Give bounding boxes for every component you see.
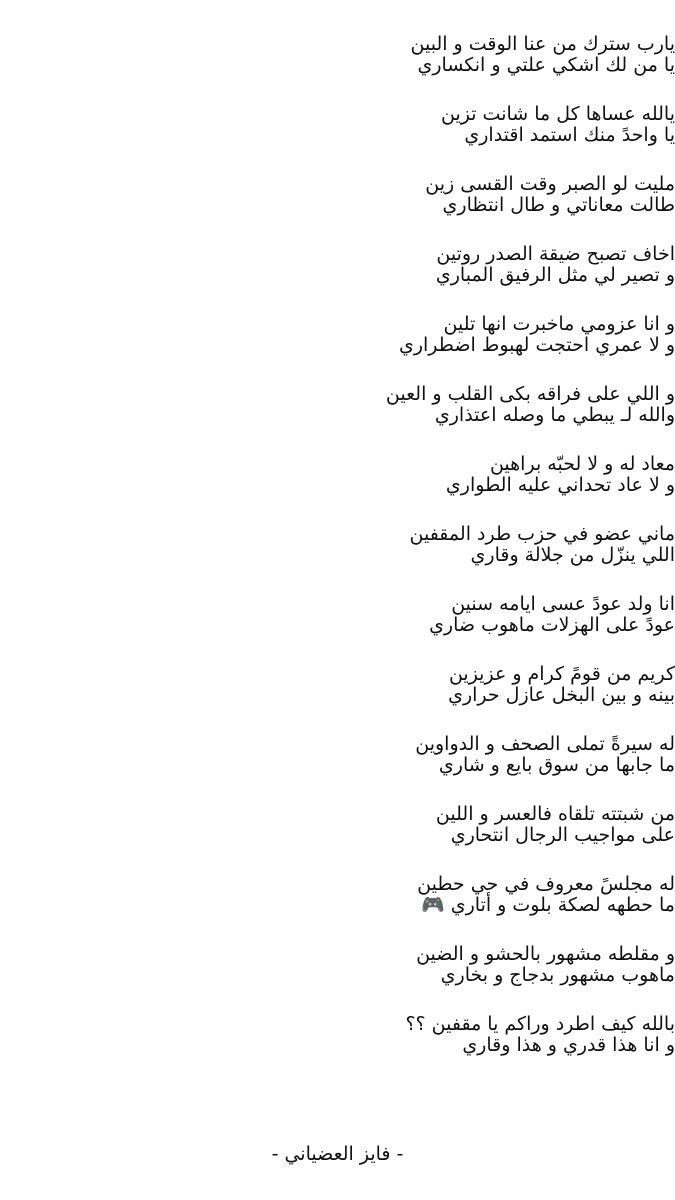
stanza [365, 944, 675, 986]
verse-line: كريم من قومً كرام و عزيزين [448, 663, 675, 685]
verse-line: و لا عاد تحداني عليه الطواري [445, 474, 675, 496]
verse-line: يا من لك اشكي علتي و انكساري [417, 54, 675, 76]
stanza [365, 454, 675, 496]
verse-line: والله لـ يبطي ما وصله اعتذاري [434, 404, 675, 426]
verse-line: مليت لو الصبر وقت القسى زين [425, 173, 675, 195]
stanza [365, 524, 675, 566]
verse-line: يا واحدً منك استمد اقتداري [464, 124, 675, 146]
poet-signature: - فايز العضياني - [271, 1143, 404, 1165]
verse-line: بالله كيف اطرد وراكم يا مقفين ؟؟ [405, 1013, 675, 1035]
verse-line: ماني عضو في حزب طرد المقفين [409, 523, 675, 545]
poem [0, 34, 675, 1084]
verse-line: على مواجيب الرجال انتحاري [450, 824, 675, 846]
verse-line: له سيرةً تملى الصحف و الدواوين [415, 733, 675, 755]
verse-line: انا ولد عودً عسى ايامه سنين [451, 593, 675, 615]
stanza [365, 244, 675, 286]
verse-line: ماهوب مشهور بدجاج و بخاري [440, 964, 675, 986]
verse-line: و مقلطه مشهور بالحشو و الضين [416, 943, 675, 965]
verse-line: طالت معاناتي و طال انتظاري [442, 194, 675, 216]
stanza [365, 594, 675, 636]
verse-line: و لا عمري احتجت لهبوط اضطراري [398, 334, 675, 356]
verse-line: من شبتته تلقاه فالعسر و اللين [435, 803, 675, 825]
stanza [365, 734, 675, 776]
verse-line: ما جابها من سوق بايع و شاري [438, 754, 675, 776]
stanza [365, 174, 675, 216]
verse-line: و انا عزومي ماخبرت انها تلين [443, 313, 675, 335]
verse-line: و انا هذا قدري و هذا وقاري [462, 1034, 675, 1056]
stanza [365, 664, 675, 706]
stanza [365, 874, 675, 916]
verse-line: عودً على الهزلات ماهوب ضاري [429, 614, 675, 636]
verse-line: يالله عساها كل ما شانت تزين [440, 103, 675, 125]
stanza [365, 1014, 675, 1056]
verse-line: يارب سترك من عنا الوقت و البين [410, 33, 675, 55]
verse-line: و تصير لي مثل الرفيق المباري [435, 264, 675, 286]
verse-line: ما حطهه لصكة بلوت و أتاري 🎮 [421, 894, 675, 916]
stanza [365, 384, 675, 426]
verse-line: و اللي على فراقه بكى القلب و العين [385, 383, 675, 405]
stanza [365, 804, 675, 846]
verse-line: اخاف تصبح ضيقة الصدر روتين [436, 243, 675, 265]
verse-line: اللي ينزّل من جلالة وقاري [470, 544, 675, 566]
stanza [365, 104, 675, 146]
verse-line: بينه و بين البخل عازل حراري [448, 684, 675, 706]
verse-line: معاد له و لا لحبّه براهين [489, 453, 675, 475]
stanza [365, 314, 675, 356]
stanza [365, 34, 675, 76]
verse-line: له مجلسً معروف في حي حطين [417, 873, 675, 895]
